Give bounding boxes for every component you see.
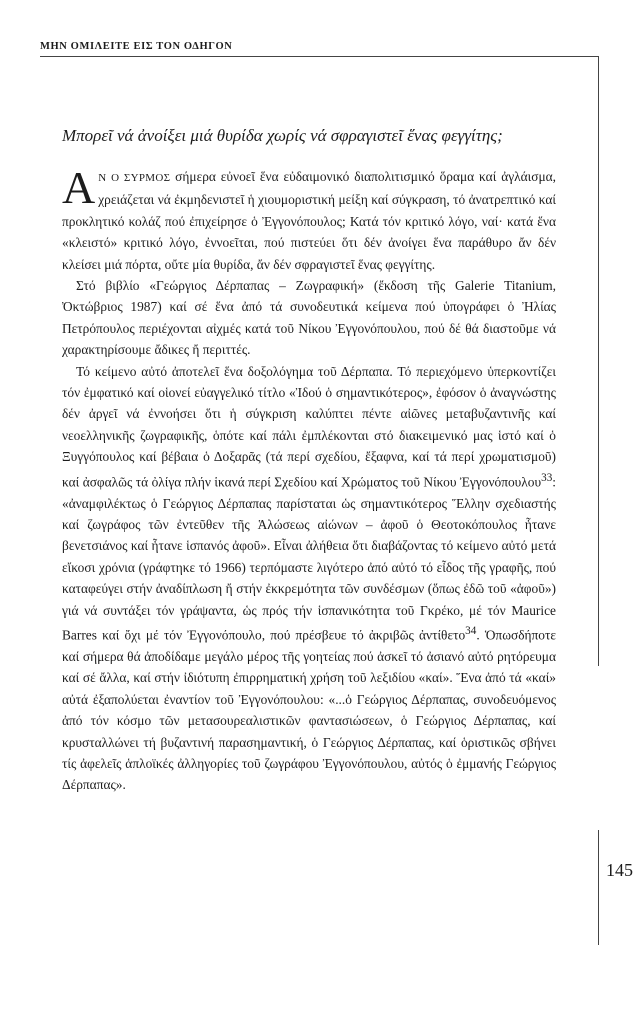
right-margin-rule-lower — [598, 830, 599, 945]
page-number: 145 — [606, 860, 633, 880]
top-rule — [40, 56, 599, 57]
paragraph-3-continued: : «ἀναμφιλέκτως ὁ Γεώργιος Δέρπαπας παρίσταται ὡς σημαντικότερος Ἕλλην σχεδιαστής καί ζωγράφος τῶν ἐντεῦθεν τῆς Ἁλώσεως αἰώνων – ἀφοῦ ὁ Θεοτοκόπουλος ἦτανε βενετσιάνος καί ἦτανε ἱσπανός ἀφοῦ». Εἶναι ἀλήθεια ὅτι διαβάζοντας τό κείμενο αὐτό μετά εἴκοσι χρόνια (γράφτηκε τό 1966) τερπόμαστε λιγότερο ἀπό αὐτό τό εἶδος τῆς γραφῆς, πού καταφεύγει στήν ἀναδίπλωση ἤ στήν ἐκκρεμότητα τῶν συνδέσμων (ὅπως ἐδῶ τοῦ «ἀφοῦ») γιά νά συντάξει τόν γράψαντα, ὡς πρός τήν ἱσπανικότητα τοῦ Γκρέκο, μέ τόν Maurice Barres καί ὄχι μέ τόν Ἐγγονόπουλο, πού πρέσβευε τό ἀκριβῶς ἀντίθετο — [62, 474, 556, 643]
footnote-ref-34: 34 — [465, 625, 477, 637]
running-head: ΜΗΝ ΟΜΙΛΕΙΤΕ ΕΙΣ ΤΟΝ ΟΔΗΓΟΝ — [40, 41, 233, 52]
body-text — [62, 162, 556, 796]
paragraph-2: Στό βιβλίο «Γεώργιος Δέρπαπας – Ζωγραφική» (ἔκδοση τῆς Galerie Titanium, Ὀκτώβριος 1987) καί σέ ἕνα ἀπό τά συνοδευτικά κείμενα πού ὑπογράφει ὁ Ἠλίας Πετρόπουλος περιέχονται αἰχμές κατά τοῦ Νίκου Ἐγγονόπουλου, πού δέ θά διαστοῦμε νά χαρακτηρίσουμε ἄδικες ἤ περιττές. — [62, 278, 556, 358]
small-caps-opening: Ν Ο ΣΥΡΜΟΣ — [98, 172, 171, 184]
drop-cap: Α — [62, 162, 96, 213]
paragraph-1 — [62, 162, 556, 275]
paragraph-3-end: . Ὁπωσδήποτε καί σήμερα θά ἀποδίδαμε μεγάλο μέρος τῆς γοητείας πού ἀσκεῖ τό ἀσιανό αὐτό ρητόρευμα καί σέ ἄλλα, καί στήν ἰδιότυπη ἐπιρρηματική χρήση τοῦ λεξιδίου «καί». Ἕνα ἀπό τά «καί» αὐτά ἐξαπολύεται ἐναντίον τοῦ Ἐγγονόπουλου: «...ὁ Γεώργιος Δέρπαπας, συνοδευόμενος ἀπό τόν κόσμο τῶν μετασουρεαλιστικῶν φαντασιώσεων, ὁ Γεώργιος Δέρπαπας, καί κρυσταλλώνει τή βυζαντινή παρασημαντική, ὁ Γεώργιος Δέρπαπας, καί ὁριστικῶς σβήνει τίς ἀφελεῖς ἁπλοϊκές ἀλληγορίες τοῦ ζωγράφου Ἐγγονόπουλου, αὐτός ὁ ἐμμανής Γεώργιος Δέρπαπας». — [62, 627, 556, 793]
paragraph-1-text: σήμερα εὐνοεῖ ἕνα εὐδαιμονικό διαπολιτισμικό ὅραμα καί ἀγλάισμα, χρειάζεται νά ἐκμηδενιστεῖ ἡ χιουμοριστική μείξη καί σύγκραση, τό ἀνατρεπτικό καί προκλητικό κολάζ πού ἐπιχείρησε ὁ Ἐγγονόπουλος; Κατά τόν κριτικό λόγο, ναί· κατά ἕνα «κλειστό» κριτικό λόγο, ἐννοεῖται, πού πιστεύει ὅτι δέν ἀνοίγει ἕνα παράθυρο ἄν δέν κλείσει μιά πόρτα, οὔτε μία θυρίδα, ἄν δέν σφραγιστεῖ ἕνας φεγγίτης. — [62, 169, 556, 272]
section-subtitle: Μπορεῖ νά ἀνοίξει μιά θυρίδα χωρίς νά σφραγιστεῖ ἕνας φεγγίτης; — [62, 126, 503, 145]
right-margin-rule — [598, 56, 599, 666]
paragraph-3 — [62, 361, 556, 796]
footnote-ref-33: 33 — [541, 471, 553, 484]
paragraph-3-text: Τό κείμενο αὐτό ἀποτελεῖ ἕνα δοξολόγημα τοῦ Δέρπαπα. Τό περιεχόμενο ὑπερκοντίζει τόν ἐμφατικό καί οἱονεί εὐαγγελικό τίτλο «Ἰδού ὁ σημαντικότερος», ἐφόσον ὁ ἀναγνώστης δέν ἀργεῖ νά ἐννοήσει ὅτι ἡ σύγκριση καλύπτει πέντε αἰῶνες μεταβυζαντινῆς καί νεοελληνικῆς ζωγραφικῆς, ὁπότε καί πάλι ἐμπλέκονται στό διακειμενικό μας ἱστό καί ὁ Ξυγγόπουλος καί βέβαια ὁ Δοξαρᾶς (τά περί σχεδίου, ἔξαφνα, καί τά περί χρωματισμοῦ) καί ἀσφαλῶς τά ὀλίγα πλήν ἱκανά περί Σχεδίου καί Χρώματος τοῦ Νίκου Ἐγγονόπουλου — [62, 363, 556, 490]
